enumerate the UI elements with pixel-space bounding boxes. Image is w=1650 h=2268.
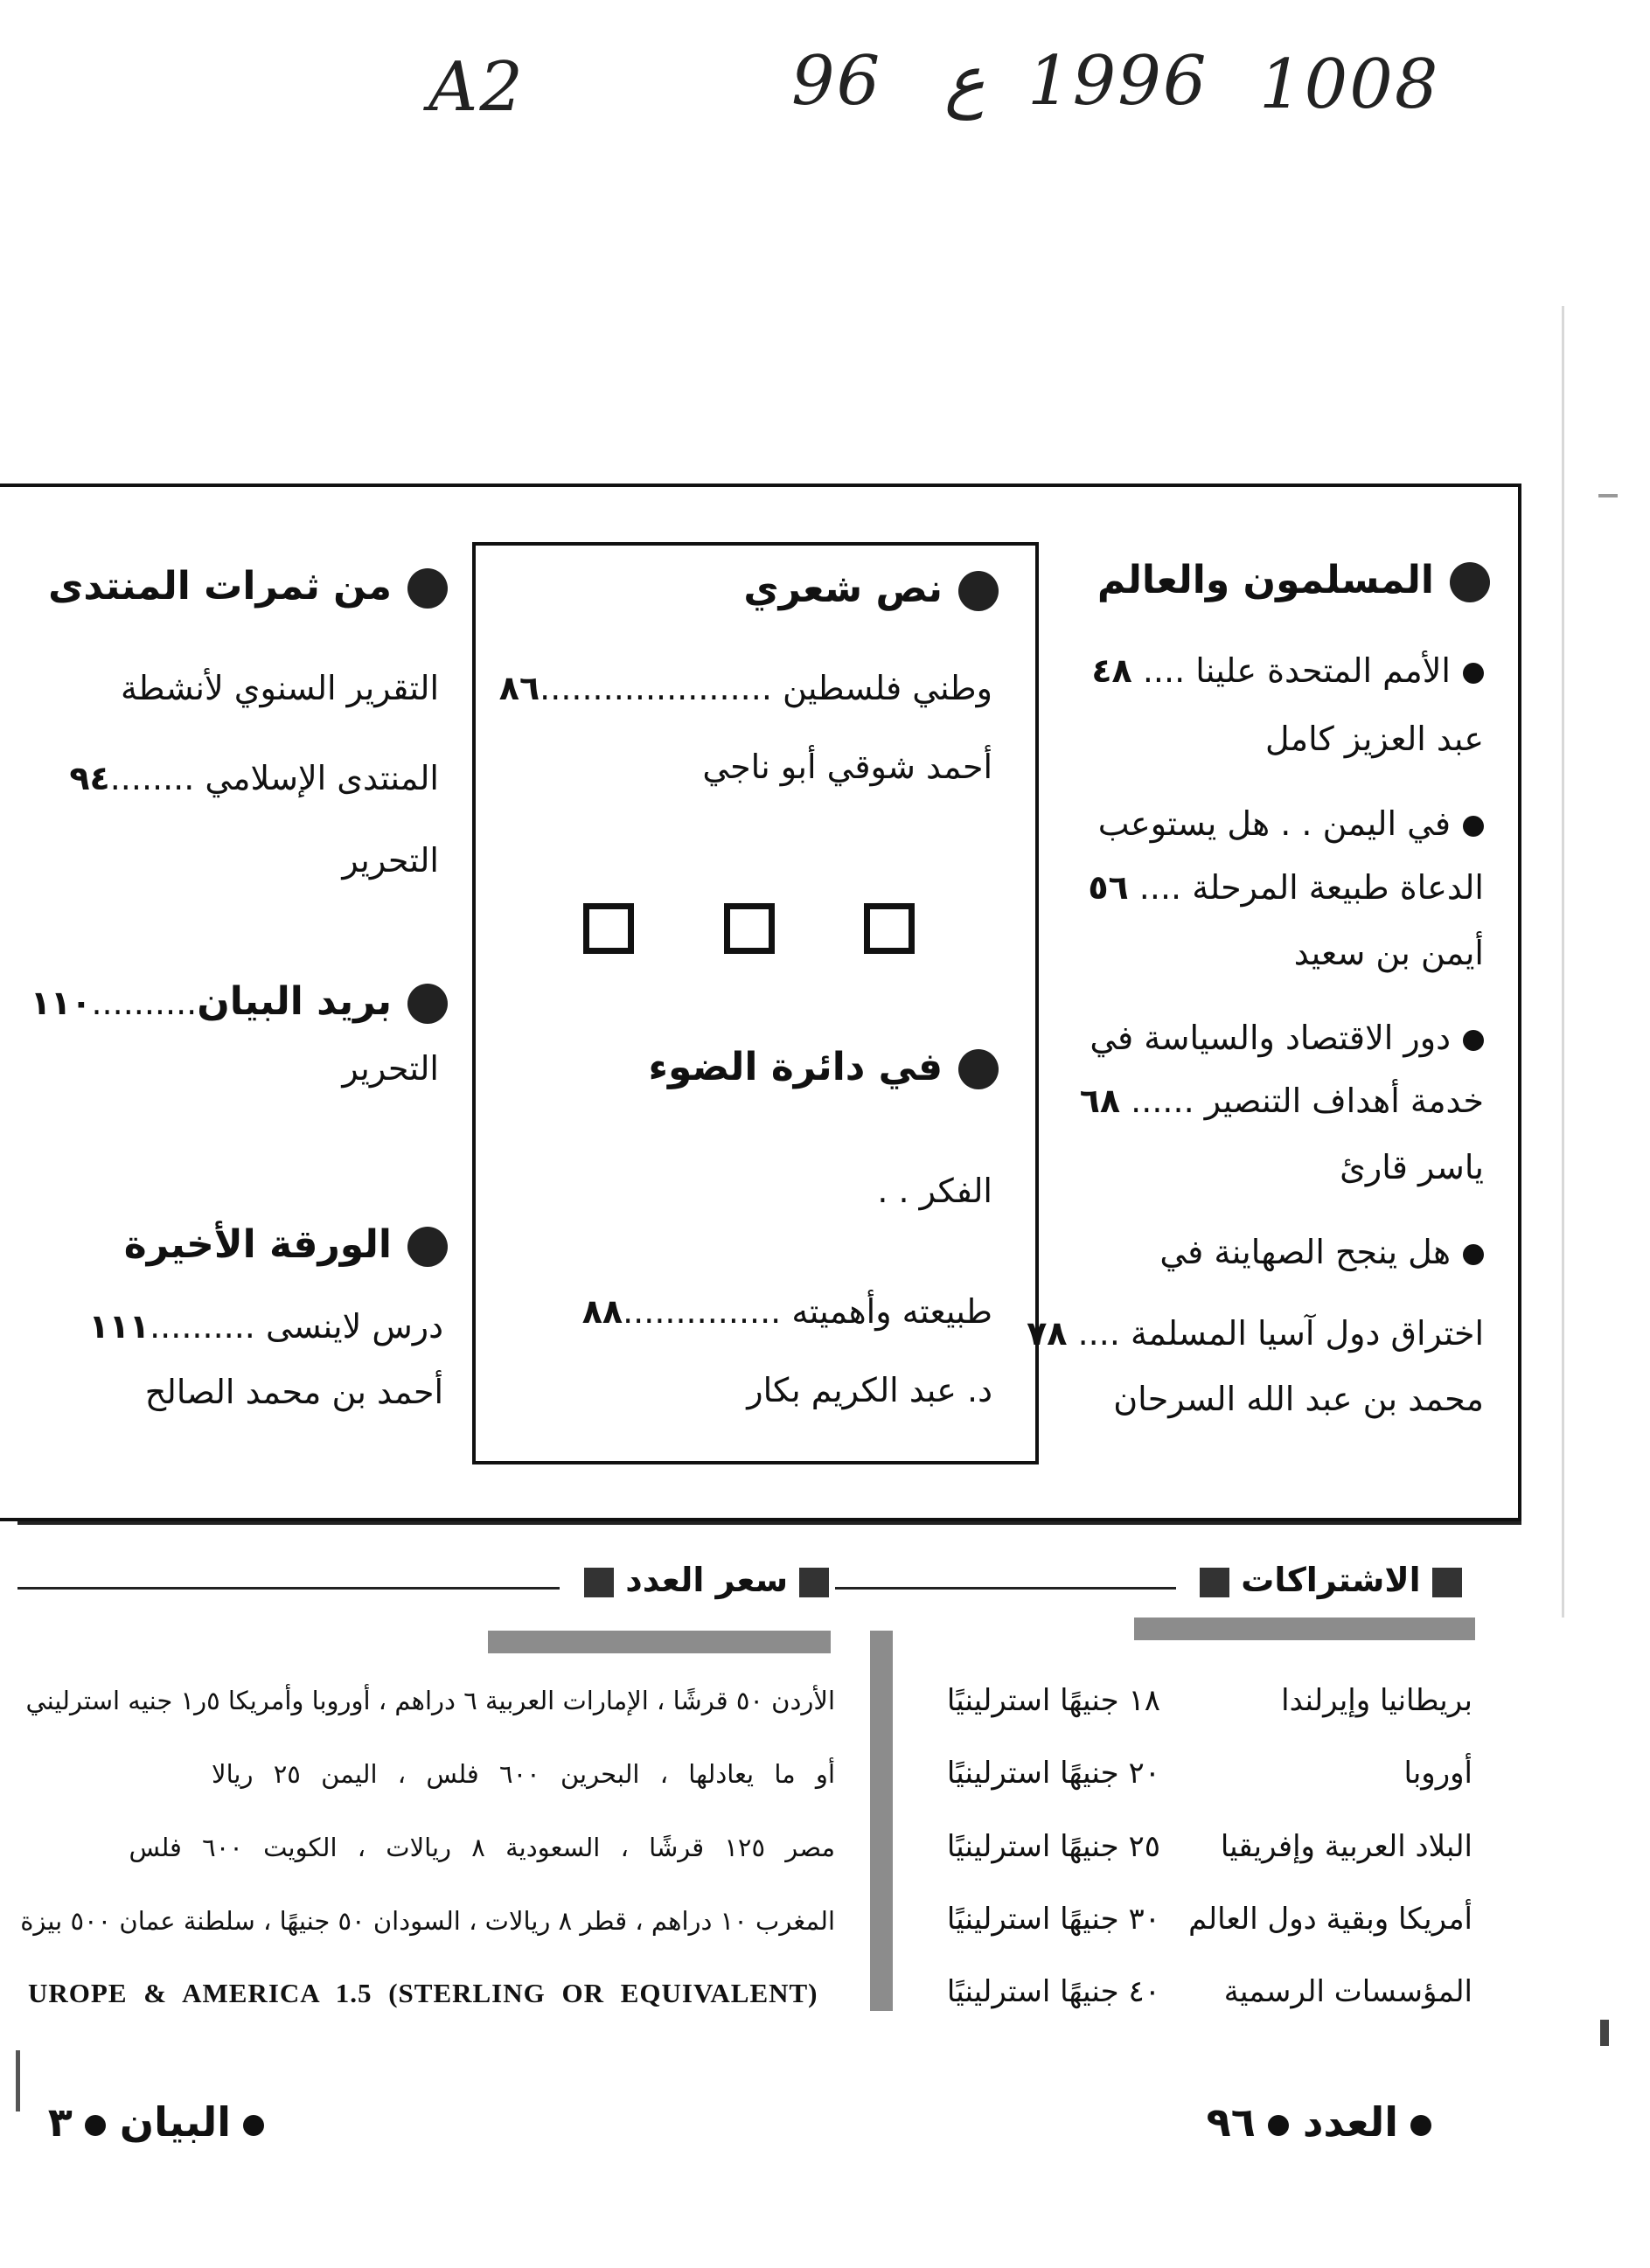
section-heading-last-page: الورقة الأخيرة: [124, 1222, 448, 1267]
subscriptions-heading: الاشتراكات: [1200, 1561, 1462, 1599]
toc-author: عبد العزيز كامل: [1264, 720, 1484, 758]
square-ornament-icon: [864, 903, 915, 954]
toc-author: أحمد بن محمد الصالح: [144, 1373, 443, 1411]
issue-price-bar: [488, 1631, 831, 1653]
issue-price-heading: سعر العدد: [584, 1561, 829, 1599]
footer-issue: العدد ٩٦: [1207, 2098, 1431, 2146]
bullet-icon: [1268, 2115, 1289, 2136]
subscription-amount: ٢٥ جنيهًا استرلينيًا: [946, 1829, 1160, 1864]
subscription-region: أوروبا: [1403, 1756, 1472, 1791]
square-marker-icon: [799, 1568, 829, 1597]
section-heading-forum: من ثمرات المنتدى: [48, 564, 448, 609]
toc-item-annual-report[interactable]: التقرير السنوي لأنشطة: [120, 669, 439, 707]
bullet-icon: [1463, 816, 1484, 837]
rule-line: [17, 1587, 560, 1590]
section-heading-mail[interactable]: بريد البيان..........١١٠: [31, 979, 448, 1024]
square-ornament-icon: [724, 903, 775, 954]
price-line-english: UROPE & AMERICA 1.5 (STERLING OR EQUIVALENT): [28, 1978, 818, 2008]
handwritten-code: A2: [428, 48, 525, 127]
bullet-icon: [407, 984, 448, 1024]
subscriptions-bar: [1134, 1618, 1475, 1640]
handwritten-issue-number: 96: [791, 42, 882, 121]
toc-author: أحمد شوقي أبو ناجي: [702, 748, 992, 786]
toc-item-zionists[interactable]: هل ينجح الصهاينة في: [1159, 1233, 1484, 1271]
bullet-icon: [958, 1049, 999, 1089]
subscription-region: المؤسسات الرسمية: [1223, 1974, 1472, 2009]
toc-item-economy[interactable]: دور الاقتصاد والسياسة في: [1090, 1019, 1484, 1057]
bullet-icon: [407, 568, 448, 609]
toc-author: أيمن بن سعيد: [1293, 934, 1484, 972]
subscription-region: أمريكا وبقية دول العالم: [1188, 1902, 1472, 1937]
handwritten-letter: ع: [944, 42, 985, 121]
footer-magazine: البيان ٣: [48, 2098, 264, 2146]
section-heading-poem: نص شعري: [743, 567, 999, 611]
subscription-region: بريطانيا وإيرلندا: [1281, 1683, 1472, 1718]
subscription-amount: ٤٠ جنيهًا استرلينيًا: [946, 1974, 1160, 2009]
toc-item-thought[interactable]: الفكر . .: [877, 1172, 992, 1210]
scan-mark: [1562, 306, 1564, 1618]
toc-item-poem[interactable]: وطني فلسطين ......................٨٦: [498, 669, 992, 707]
scan-mark: [16, 2050, 20, 2111]
square-marker-icon: [584, 1568, 614, 1597]
toc-item-un[interactable]: الأمم المتحدة علينا .... ٤٨: [1091, 651, 1484, 690]
bullet-icon: [958, 571, 999, 611]
bullet-icon: [1463, 663, 1484, 684]
subscription-amount: ٢٠ جنيهًا استرلينيًا: [946, 1756, 1160, 1791]
toc-item-yemen-line2: الدعاة طبيعة المرحلة .... ٥٦: [1088, 868, 1484, 907]
handwritten-year: 1996: [1027, 42, 1208, 121]
bullet-icon: [85, 2115, 106, 2136]
bullet-icon: [1410, 2115, 1431, 2136]
toc-author: محمد بن عبد الله السرحان: [1113, 1380, 1484, 1418]
toc-item-economy-line2: خدمة أهداف التنصير ...... ٦٨: [1079, 1082, 1484, 1120]
handwritten-ref: 1008: [1259, 45, 1440, 124]
subscription-amount: ٣٠ جنيهًا استرلينيًا: [946, 1902, 1160, 1937]
toc-editor: التحرير: [342, 841, 439, 880]
divider: [17, 1521, 1521, 1525]
scan-mark: [1600, 2020, 1609, 2046]
toc-editor: التحرير: [342, 1049, 439, 1088]
toc-author: د. عبد الكريم بكار: [747, 1371, 992, 1409]
section-heading-spotlight: في دائرة الضوء: [648, 1045, 999, 1089]
bullet-icon: [1450, 562, 1490, 602]
column-separator-bar: [870, 1631, 893, 2011]
bullet-icon: [1463, 1244, 1484, 1265]
bullet-icon: [243, 2115, 264, 2136]
section-heading-muslims-world: المسلمون والعالم: [1097, 558, 1490, 602]
square-marker-icon: [1432, 1568, 1462, 1597]
square-marker-icon: [1200, 1568, 1229, 1597]
rule-line: [835, 1587, 1176, 1590]
price-line: الأردن ٥٠ قرشًا ، الإمارات العربية ٦ دراهم ، أوروبا وأمريكا ٥ر١ جنيه استرليني: [25, 1686, 835, 1715]
bullet-icon: [1463, 1030, 1484, 1051]
price-line: مصر ١٢٥ قرشًا ، السعودية ٨ ريالات ، الكويت ٦٠٠ فلس: [129, 1833, 835, 1862]
toc-item-annual-report-line2: المنتدى الإسلامي ........٩٤: [69, 759, 439, 797]
toc-item-thought-line2: طبيعته وأهميته ...............٨٨: [581, 1292, 992, 1331]
toc-item-zionists-line2: اختراق دول آسيا المسلمة .... ٧٨: [1027, 1314, 1484, 1353]
square-ornament-icon: [583, 903, 634, 954]
scan-mark: [1598, 494, 1618, 497]
toc-item-yemen[interactable]: في اليمن . . هل يستوعب: [1098, 804, 1484, 843]
subscription-amount: ١٨ جنيهًا استرلينيًا: [946, 1683, 1160, 1718]
toc-item-lesson[interactable]: درس لاينسى ..........١١١: [88, 1307, 443, 1346]
bullet-icon: [407, 1227, 448, 1267]
price-line: أو ما يعادلها ، البحرين ٦٠٠ فلس ، اليمن ٢٥ ريالا: [212, 1759, 835, 1789]
toc-author: ياسر قارئ: [1340, 1148, 1484, 1186]
price-line: المغرب ١٠ دراهم ، قطر ٨ ريالات ، السودان ٥٠ جنيهًا ، سلطنة عمان ٥٠٠ بيزة: [20, 1906, 835, 1936]
subscription-region: البلاد العربية وإفريقيا: [1220, 1829, 1472, 1864]
